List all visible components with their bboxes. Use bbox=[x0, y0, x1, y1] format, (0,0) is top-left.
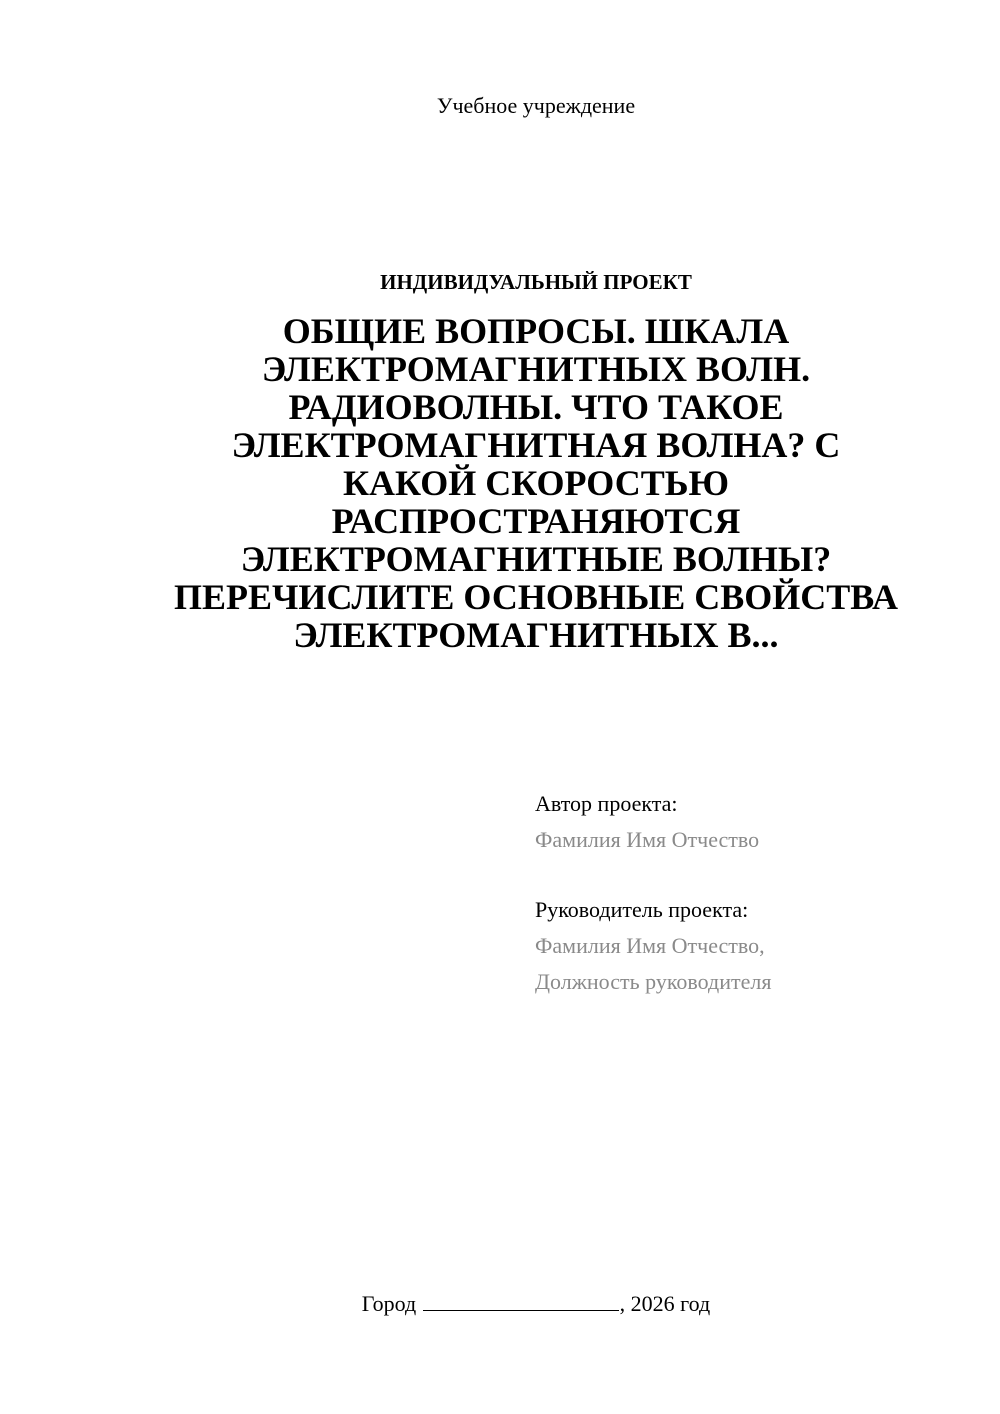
supervisor-block bbox=[535, 892, 771, 1000]
author-label: Автор проекта: bbox=[535, 791, 678, 816]
supervisor-name: Фамилия Имя Отчество, bbox=[535, 933, 765, 958]
project-title-line: ОБЩИЕ ВОПРОСЫ. ШКАЛА bbox=[282, 311, 790, 351]
city-blank-line bbox=[423, 1290, 619, 1311]
city-year-line bbox=[0, 1290, 1000, 1318]
city-label: Город bbox=[361, 1291, 417, 1316]
author-block bbox=[535, 786, 759, 858]
project-title-line: РАСПРОСТРАНЯЮТСЯ bbox=[331, 501, 741, 541]
project-title bbox=[120, 312, 952, 654]
project-title-line: ЭЛЕКТРОМАГНИТНАЯ ВОЛНА? С bbox=[231, 425, 841, 465]
supervisor-label: Руководитель проекта: bbox=[535, 897, 749, 922]
institution-name: Учебное учреждение bbox=[436, 93, 636, 118]
year-text: , 2026 год bbox=[619, 1291, 711, 1316]
project-title-line: ЭЛЕКТРОМАГНИТНЫЕ ВОЛНЫ? bbox=[240, 539, 832, 579]
project-title-line: ЭЛЕКТРОМАГНИТНЫХ ВОЛН. bbox=[261, 349, 811, 389]
project-title-line: ЭЛЕКТРОМАГНИТНЫХ В... bbox=[293, 615, 779, 655]
project-title-line: ПЕРЕЧИСЛИТЕ ОСНОВНЫЕ СВОЙСТВА bbox=[174, 577, 898, 617]
supervisor-position: Должность руководителя bbox=[535, 969, 772, 994]
project-title-line: КАКОЙ СКОРОСТЬЮ bbox=[342, 463, 730, 503]
author-name: Фамилия Имя Отчество bbox=[535, 827, 760, 852]
project-title-line: РАДИОВОЛНЫ. ЧТО ТАКОЕ bbox=[288, 387, 784, 427]
project-type: ИНДИВИДУАЛЬНЫЙ ПРОЕКТ bbox=[380, 270, 692, 294]
